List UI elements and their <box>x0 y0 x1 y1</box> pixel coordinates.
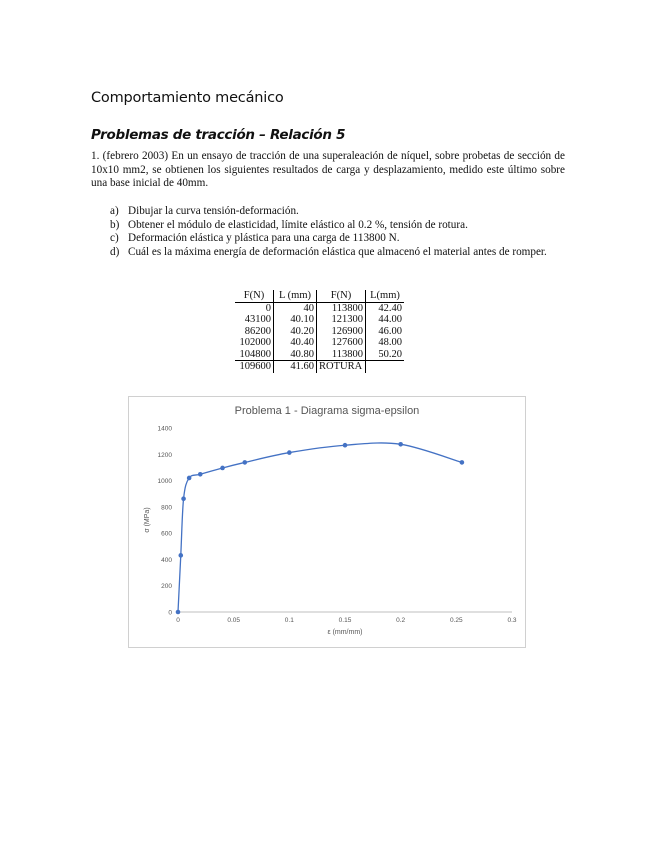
y-tick-label: 400 <box>161 556 172 564</box>
list-item <box>110 205 565 219</box>
table-cell <box>366 361 405 373</box>
problem-statement: 1. (febrero 2003) En un ensayo de tracción de una superaleación de níquel, sobre probetas de sección de 10x10 mm2, se obtienen los siguientes resultados de carga y desplazamiento, medido este último sobre una base inicial de 40mm. <box>91 150 565 190</box>
x-tick-label: 0.3 <box>507 617 517 624</box>
chart-title: Problema 1 - Diagrama sigma-epsilon <box>234 405 420 417</box>
stress-strain-chart <box>128 396 526 648</box>
table-cell: 0 <box>265 302 271 314</box>
x-tick-label: 0.2 <box>396 617 406 624</box>
data-point <box>176 610 181 615</box>
table-row <box>235 326 404 338</box>
list-item-text: Deformación elástica y plástica para una carga de 113800 N. <box>128 232 400 245</box>
list-item <box>110 232 565 246</box>
x-tick-label: 0.1 <box>284 617 294 624</box>
table-cell: 44.00 <box>366 314 405 326</box>
table-cell: 40.80 <box>274 349 317 361</box>
list-item-label: c) <box>110 232 119 245</box>
column-header: F(N) <box>317 290 366 302</box>
table-cell: 42.40 <box>366 302 405 314</box>
y-tick-label: 1200 <box>157 451 172 459</box>
data-point <box>343 443 348 448</box>
table-cell: 40.10 <box>274 314 317 326</box>
section-subtitle: Problemas de tracción – Relación 5 <box>91 127 346 143</box>
list-item-label: a) <box>110 205 119 217</box>
table-cell: 40.20 <box>274 326 317 338</box>
data-point <box>460 460 465 465</box>
column-header: L(mm) <box>366 290 405 302</box>
table-cell: 126900 <box>317 326 366 338</box>
table-cell: 50.20 <box>366 349 405 361</box>
table-cell: 127600 <box>317 337 366 349</box>
data-point <box>220 466 225 471</box>
table-cell: ROTURA <box>317 361 366 373</box>
table-cell: 40 <box>274 302 317 314</box>
y-tick-label: 0 <box>168 609 172 617</box>
table-cell: 102000 <box>239 337 271 348</box>
chart-canvas <box>129 397 525 647</box>
table-header-row <box>235 290 404 302</box>
table-cell: 86200 <box>244 325 271 337</box>
table-cell: 48.00 <box>366 337 405 349</box>
list-item <box>110 219 565 233</box>
table-row <box>235 302 404 314</box>
task-list <box>110 205 565 259</box>
x-tick-label: 0.25 <box>450 617 463 624</box>
list-item-label: d) <box>110 245 120 258</box>
page-title: Comportamiento mecánico <box>91 90 284 106</box>
table-row <box>235 337 404 349</box>
table-row <box>235 361 404 373</box>
data-point <box>398 442 403 447</box>
y-tick-label: 1400 <box>157 425 172 433</box>
table-cell: 113800 <box>317 302 366 314</box>
table-cell: 40.40 <box>274 337 317 349</box>
data-point <box>198 472 203 477</box>
x-tick-label: 0.15 <box>338 617 352 624</box>
y-axis-label: σ (MPa) <box>144 507 151 533</box>
table-cell: 41.60 <box>274 361 317 373</box>
x-tick-label: 0.05 <box>227 617 240 624</box>
column-header: L (mm) <box>274 290 317 302</box>
data-point <box>187 476 192 481</box>
table-cell: 104800 <box>239 348 271 360</box>
data-point <box>243 460 248 465</box>
data-point <box>181 496 186 501</box>
list-item-text: Cuál es la máxima energía de deformación elástica que almacenó el material antes de romper. <box>128 245 547 258</box>
table-cell: 46.00 <box>366 326 405 338</box>
y-tick-label: 1000 <box>157 478 172 486</box>
list-item-text: Obtener el módulo de elasticidad, límite elástico al 0.2 %, tensión de rotura. <box>128 218 468 231</box>
column-header: F(N) <box>235 290 274 302</box>
table-row <box>235 314 404 326</box>
list-item-label: b) <box>110 218 120 231</box>
y-tick-label: 600 <box>161 530 172 538</box>
y-tick-label: 200 <box>161 583 172 591</box>
data-point <box>287 450 292 455</box>
load-displacement-table <box>235 290 404 373</box>
table-cell: 43100 <box>244 314 271 325</box>
list-item-text: Dibujar la curva tensión-deformación. <box>128 205 299 217</box>
table-row <box>235 349 404 361</box>
x-tick-label: 0 <box>176 617 180 624</box>
list-item <box>110 246 565 260</box>
table-cell: 113800 <box>317 349 366 361</box>
y-tick-label: 800 <box>161 504 172 512</box>
x-axis-label: ε (mm/mm) <box>327 629 363 636</box>
table-cell: 109600 <box>235 361 274 373</box>
data-point <box>178 553 183 558</box>
table-cell: 121300 <box>317 314 366 326</box>
